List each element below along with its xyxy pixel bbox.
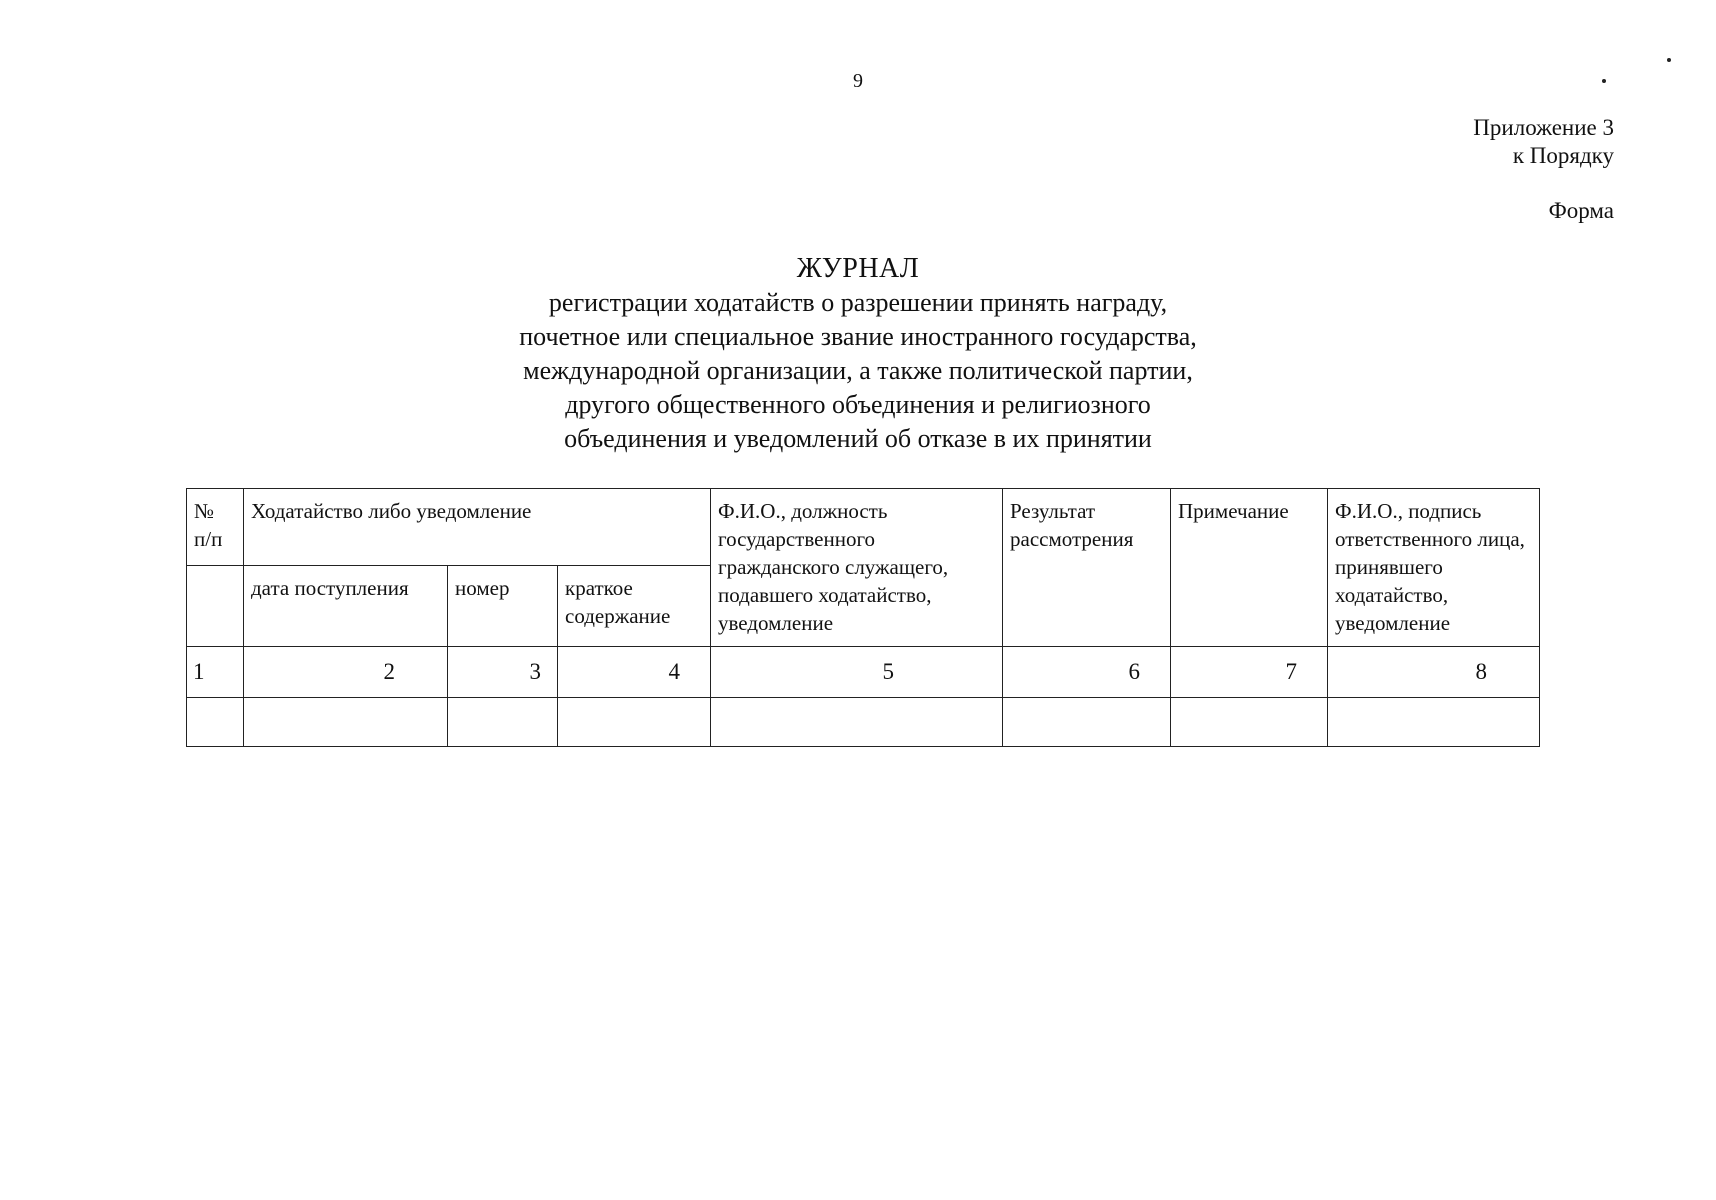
table-cell [1171, 698, 1328, 747]
appendix-line-1: Приложение 3 [1473, 115, 1614, 140]
header-num: № п/п [187, 489, 244, 566]
column-number-3: 3 [448, 647, 558, 698]
header-note: Примечание [1171, 489, 1328, 647]
title-line-1: регистрации ходатайств о разрешении принять награду, [548, 288, 1168, 317]
scan-speck [1667, 58, 1671, 62]
appendix-reference [1473, 114, 1614, 170]
header-summary: краткое содержание [558, 566, 711, 647]
header-receipt-date: дата поступления [244, 566, 448, 647]
table-cell [448, 698, 558, 747]
column-number-2: 2 [244, 647, 448, 698]
table-cell [1003, 698, 1171, 747]
column-number-5: 5 [711, 647, 1003, 698]
column-number-6: 6 [1003, 647, 1171, 698]
table-cell [558, 698, 711, 747]
header-official: Ф.И.О., должность государственного гражданского служащего, подавшего ходатайство, уведомление [711, 489, 1003, 647]
column-number-4: 4 [558, 647, 711, 698]
table-cell [1328, 698, 1540, 747]
header-number: номер [448, 566, 558, 647]
table-row [187, 698, 1540, 747]
column-number-1: 1 [187, 647, 244, 698]
form-label: Форма [1548, 198, 1614, 223]
header-petition-group: Ходатайство либо уведомление [244, 489, 711, 566]
table-cell [711, 698, 1003, 747]
table-header-row-1 [187, 489, 1540, 566]
column-number-7: 7 [1171, 647, 1328, 698]
scan-speck [1602, 79, 1606, 83]
title-line-2: почетное или специальное звание иностранного государства, [519, 322, 1197, 351]
title-main: ЖУРНАЛ [796, 253, 920, 284]
journal-table [186, 488, 1540, 747]
column-number-row [187, 647, 1540, 698]
page-number: 9 [853, 70, 863, 92]
appendix-line-2: к Порядку [1512, 143, 1614, 168]
title-line-3: международной организации, а также политической партии, [523, 356, 1193, 385]
table-cell [244, 698, 448, 747]
table-cell [187, 698, 244, 747]
header-responsible: Ф.И.О., подпись ответственного лица, принявшего ходатайство, уведомление [1328, 489, 1540, 647]
header-result: Результат рассмотрения [1003, 489, 1171, 647]
title-line-5: объединения и уведомлений об отказе в их принятии [564, 424, 1152, 453]
header-num-empty [187, 566, 244, 647]
column-number-8: 8 [1328, 647, 1540, 698]
title-line-4: другого общественного объединения и религиозного [565, 390, 1151, 419]
document-title [0, 252, 1716, 456]
